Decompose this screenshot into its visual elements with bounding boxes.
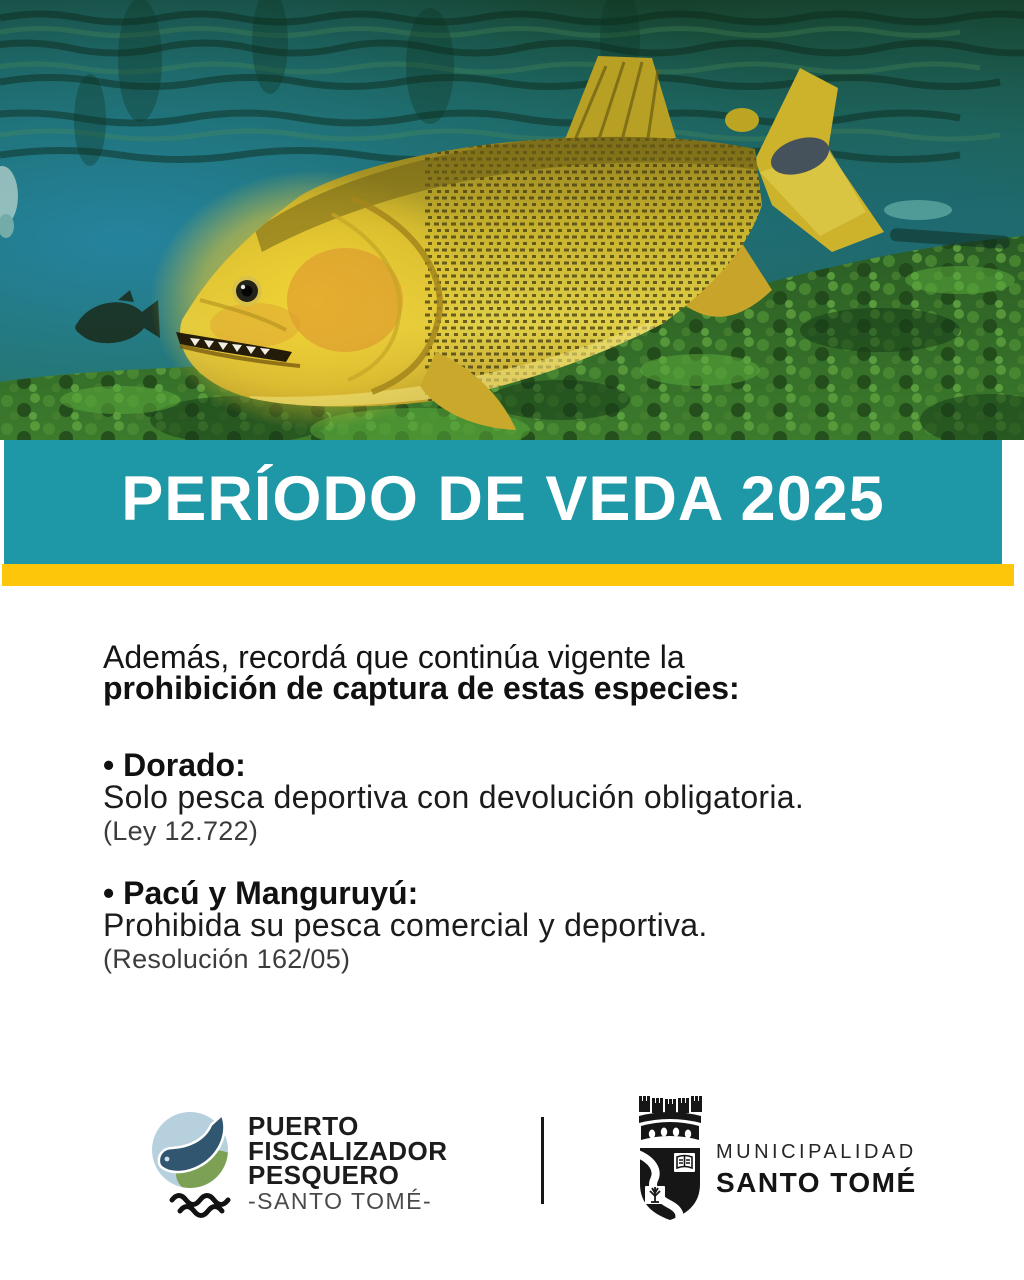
municipality-label: MUNICIPALIDAD bbox=[716, 1141, 917, 1163]
dorado-photo bbox=[0, 0, 1024, 440]
puerto-fiscalizador-logo-text bbox=[248, 1111, 448, 1214]
species-rule: Prohibida su pesca comercial y deportiva. bbox=[103, 907, 708, 943]
yellow-stripe bbox=[2, 564, 1014, 586]
banner-title: PERÍODO DE VEDA 2025 bbox=[121, 464, 885, 534]
species-rule: Solo pesca deportiva con devolución obligatoria. bbox=[103, 779, 805, 815]
port-logo-subtitle: -SANTO TOMÉ- bbox=[248, 1187, 433, 1214]
species-law: (Ley 12.722) bbox=[103, 816, 259, 846]
underwater-scene-illustration bbox=[0, 0, 1024, 440]
intro-line-2: prohibición de captura de estas especies: bbox=[103, 670, 740, 706]
species-name: • Dorado: bbox=[103, 747, 246, 783]
intro-line-1: Además, recordá que continúa vigente la bbox=[103, 639, 685, 675]
species-name: • Pacú y Manguruyú: bbox=[103, 875, 419, 911]
port-logo-line: PUERTO bbox=[248, 1111, 359, 1141]
species-item-dorado bbox=[103, 747, 984, 846]
body-text bbox=[0, 586, 1024, 974]
veda-banner bbox=[4, 440, 1002, 564]
municipality-logo-text bbox=[716, 1141, 917, 1198]
municipal-crest-icon bbox=[636, 1096, 704, 1222]
port-logo-line: PESQUERO bbox=[248, 1160, 400, 1190]
species-item-pacu-manguruyu bbox=[103, 875, 984, 974]
municipality-name: SANTO TOMÉ bbox=[716, 1167, 917, 1198]
footer-divider bbox=[541, 1117, 544, 1204]
puerto-fiscalizador-logo-icon bbox=[148, 1110, 236, 1220]
crown-glyph bbox=[639, 1096, 702, 1140]
species-law: (Resolución 162/05) bbox=[103, 944, 351, 974]
waves-glyph bbox=[172, 1196, 228, 1216]
port-logo-line: FISCALIZADOR bbox=[248, 1135, 448, 1166]
